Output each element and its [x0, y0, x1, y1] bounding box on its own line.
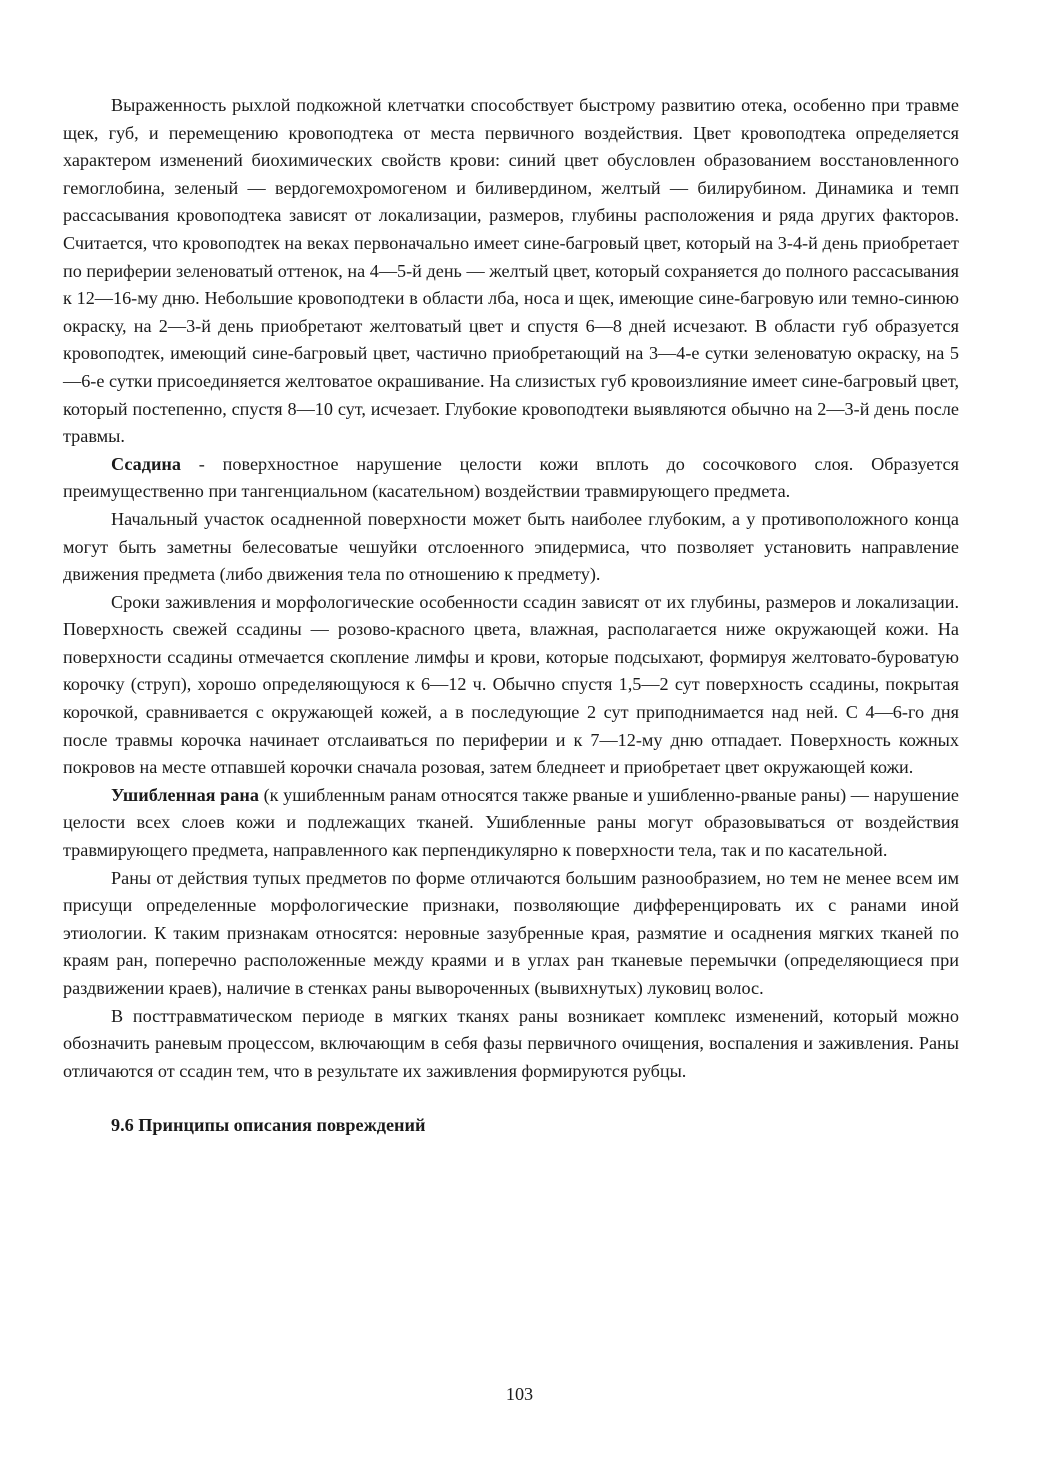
term-abrasion: Ссадина [111, 453, 181, 474]
paragraph-text: - поверхностное нарушение целости кожи вплоть до сосочкового слоя. Образуется преимущественно при тангенциальном (касательном) воздействии травмирующего предмета. [63, 453, 959, 502]
page-number: 103 [505, 1384, 534, 1404]
paragraph-abrasion-healing [63, 589, 959, 782]
term-contused-wound: Ушибленная рана [111, 784, 259, 805]
paragraph-abrasion-direction [63, 506, 959, 589]
section-heading: 9.6 Принципы описания повреждений [111, 1115, 426, 1136]
paragraph-blunt-wounds-features [63, 865, 959, 1003]
paragraph-text: Выраженность рыхлой подкожной клетчатки способствует быстрому развитию отека, особенно при травме щек, губ, и перемещению кровоподтека от места первичного воздействия. Цвет кровоподтека определяется характером изменений биохимических свойств крови: синий цвет обусловлен образованием восстановленного гемоглобина, зеленый — вердогемохромогеном и биливердином, желтый — билирубином. Динамика и темп рассасывания кровоподтека зависят от локализации, размеров, глубины расположения и ряда других факторов. Считается, что кровоподтек на веках первоначально имеет сине-багровый цвет, который на 3-4-й день приобретает по периферии зеленоватый оттенок, на 4—5-й день — желтый цвет, который сохраняется до полного рассасывания к 12—16-му дню. Небольшие кровоподтеки в области лба, носа и щек, имеющие сине-багровую или темно-синюю окраску, на 2—3-й день приобретают желтоватый цвет и спустя 6—8 дней исчезают. В области губ образуется кровоподтек, имеющий сине-багровый цвет, частично приобретающий на 3—4-е сутки зеленоватую окраску, на 5—6-е сутки присоединяется желтоватое окрашивание. На слизистых губ кровоизлияние имеет сине-багровый цвет, который постепенно, спустя 8—10 сут, исчезает. Глубокие кровоподтеки выявляются обычно на 2—3-й день после травмы. [63, 95, 959, 447]
paragraph-text: Сроки заживления и морфологические особенности ссадин зависят от их глубины, размеров и локализации. Поверхность свежей ссадины — розово-красного цвета, влажная, располагается ниже окружающей кожи. На поверхности ссадины отмечается скопление лимфы и крови, которые подсыхают, формируя желтовато-буроватую корочку (струп), хорошо определяющуюся к 6—12 ч. Обычно спустя 1,5—2 сут поверхность ссадины, покрытая корочкой, сравнивается с окружающей кожей, а в последующие 2 сут приподнимается над ней. С 4—6-го дня после травмы корочка начинает отслаиваться по периферии и к 7—12-му дню отпадает. Поверхность кожных покровов на месте отпавшей корочки сначала розовая, затем бледнеет и приобретает цвет окружающей кожи. [63, 591, 959, 778]
paragraph-text: (к ушибленным ранам относятся также рваные и ушибленно-рваные раны) — нарушение целости всех слоев кожи и подлежащих тканей. Ушибленные раны могут образовываться от воздействия травмирующего предмета, направленного как перпендикулярно к поверхности тела, так и по касательной. [63, 784, 959, 861]
paragraph-wound-process [63, 1003, 959, 1086]
paragraph-text: В посттравматическом периоде в мягких тканях раны возникает комплекс изменений, который можно обозначить раневым процессом, включающим в себя фазы первичного очищения, воспаления и заживления. Раны отличаются от ссадин тем, что в результате их заживления формируются рубцы. [63, 1005, 959, 1081]
paragraph-text: Начальный участок осадненной поверхности может быть наиболее глубоким, а у противоположного конца могут быть заметны белесоватые чешуйки отслоенного эпидермиса, что позволяет установить направление движения предмета (либо движения тела по отношению к предмету). [63, 508, 959, 585]
paragraph-hematoma-color [63, 92, 959, 451]
page-body [63, 92, 959, 1140]
paragraph-contused-wound-definition [63, 782, 959, 865]
paragraph-text: Раны от действия тупых предметов по форме отличаются большим разнообразием, но тем не менее всем им присущи определенные морфологические признаки, позволяющие дифференцировать их с ранами иной этиологии. К таким признакам относятся: неровные зазубренные края, размятие и осаднения мягких тканей по краям ран, поперечно расположенные между краями и в углах ран тканевые перемычки (определяющиеся при раздвижении краев), наличие в стенках раны вывороченных (вывихнутых) луковиц волос. [63, 867, 959, 998]
paragraph-abrasion-definition [63, 451, 959, 506]
